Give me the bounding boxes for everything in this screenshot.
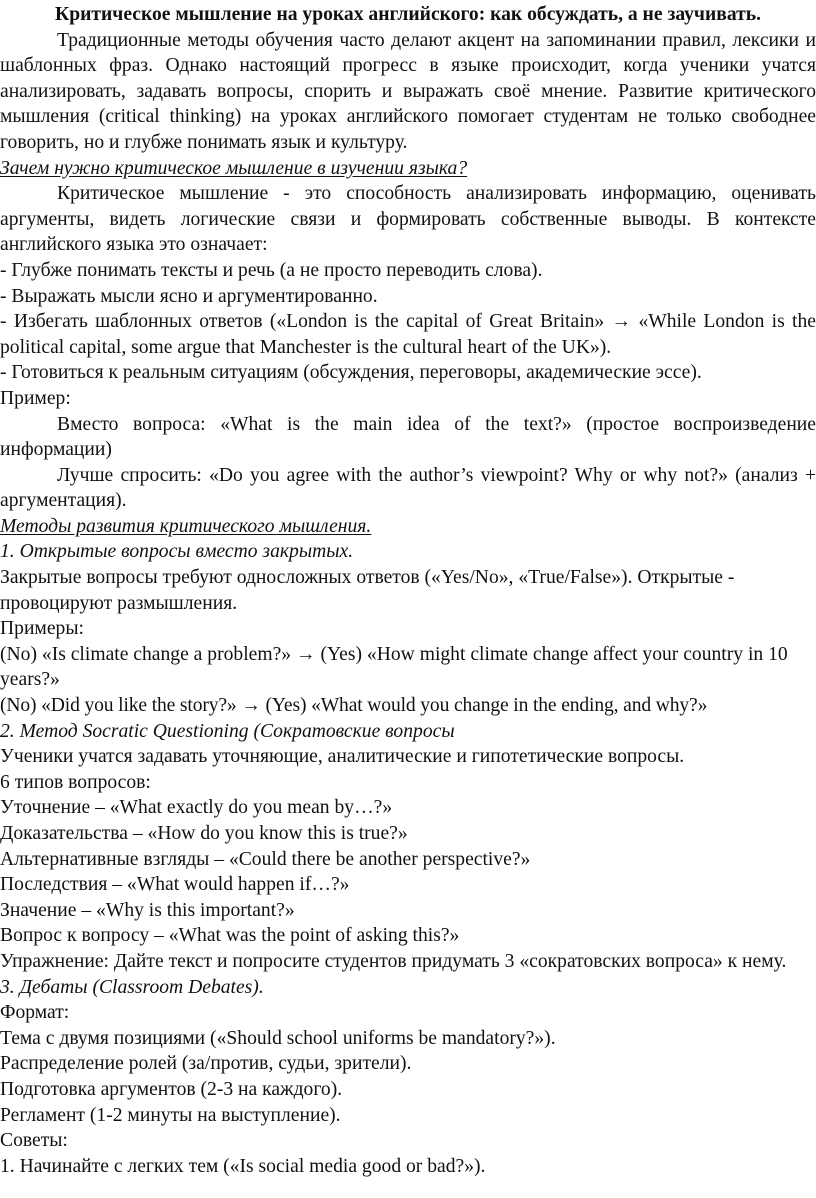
question-type-item: Вопрос к вопросу – «What was the point of asking this?» [0, 925, 460, 947]
question-type-item: Доказательства – «How do you know this is true?» [0, 823, 408, 844]
format-item: Подготовка аргументов (2-3 на каждого). [0, 1078, 343, 1100]
method1-example: (No) «Did you like the story?» → (Yes) «What would you change in the ending, and why?» [0, 695, 708, 717]
document-title: Критическое мышление на уроках английского: как обсуждать, а не заучивать. [54, 4, 762, 25]
method2-text: Ученики учатся задавать уточняющие, аналитические и гипотетические вопросы. [0, 746, 685, 768]
tip-item: 1. Начинайте с легких тем («Is social media good or bad?»). [0, 1155, 486, 1177]
method3-tips-label: Советы: [0, 1130, 68, 1152]
method1-text: Закрытые вопросы требуют односложных ответов («Yes/No», «True/False»). Открытые - провоцируют размышления. [0, 567, 735, 614]
section-why-heading: Зачем нужно критическое мышление в изучении языка? [0, 157, 468, 179]
question-type-item: Значение – «Why is this important?» [0, 899, 295, 921]
example-better: Лучше спросить: «Do you agree with the author’s viewpoint? Why or why not?» (анализ + аргументация). [0, 464, 816, 512]
why-item: - Избегать шаблонных ответов («London is the capital of Great Britain» → «While London is the political capital, some argue that Manchester is the cultural heart of the UK»). [0, 311, 816, 358]
method3-heading: 3. Дебаты (Classroom Debates). [0, 976, 264, 998]
why-paragraph: Критическое мышление - это способность анализировать информацию, оценивать аргументы, видеть логические связи и формировать собственные выводы. В контексте английского языка это означает: [0, 183, 816, 256]
method3-format-label: Формат: [0, 1002, 70, 1024]
why-item: - Выражать мысли ясно и аргументированно. [0, 285, 378, 307]
method2-types-label: 6 типов вопросов: [0, 771, 151, 793]
method1-example: (No) «Is climate change a problem?» → (Yes) «How might climate change affect your country in 10 years?» [0, 643, 788, 691]
intro-paragraph: Традиционные методы обучения часто делают акцент на запоминании правил, лексики и шаблонных фраз. Однако настоящий прогресс в языке происходит, когда ученики учатся анализировать, задавать вопросы, спорить и выражать своё мнение. Развитие критического мышления (critical thinking) на уроках английского помогает студентам не только свободнее говорить, но и глубже понимать язык и культуру. [0, 29, 816, 153]
method2-exercise: Упражнение: Дайте текст и попросите студентов придумать 3 «сократовских вопроса» к нему. [0, 950, 787, 972]
methods-heading: Методы развития критического мышления. [0, 515, 372, 537]
method1-examples-label: Примеры: [0, 618, 84, 640]
example-label: Пример: [0, 387, 71, 409]
example-instead: Вместо вопроса: «What is the main idea of the text?» (простое воспроизведение информации) [0, 413, 816, 461]
why-item: - Готовиться к реальным ситуациям (обсуждения, переговоры, академические эссе). [0, 362, 702, 384]
why-item: - Глубже понимать тексты и речь (а не просто переводить слова). [0, 259, 543, 281]
format-item: Тема с двумя позициями («Should school uniforms be mandatory?»). [0, 1027, 556, 1049]
method2-heading: 2. Метод Socratic Questioning (Сократовские вопросы [0, 720, 455, 742]
method1-heading: 1. Открытые вопросы вместо закрытых. [0, 541, 354, 563]
question-type-item: Уточнение – «What exactly do you mean by…?» [0, 797, 393, 819]
question-type-item: Последствия – «What would happen if…?» [0, 874, 350, 896]
format-item: Регламент (1-2 минуты на выступление). [0, 1104, 341, 1126]
format-item: Распределение ролей (за/против, судьи, зрители). [0, 1053, 412, 1075]
question-type-item: Альтернативные взгляды – «Could there be another perspective?» [0, 848, 531, 870]
